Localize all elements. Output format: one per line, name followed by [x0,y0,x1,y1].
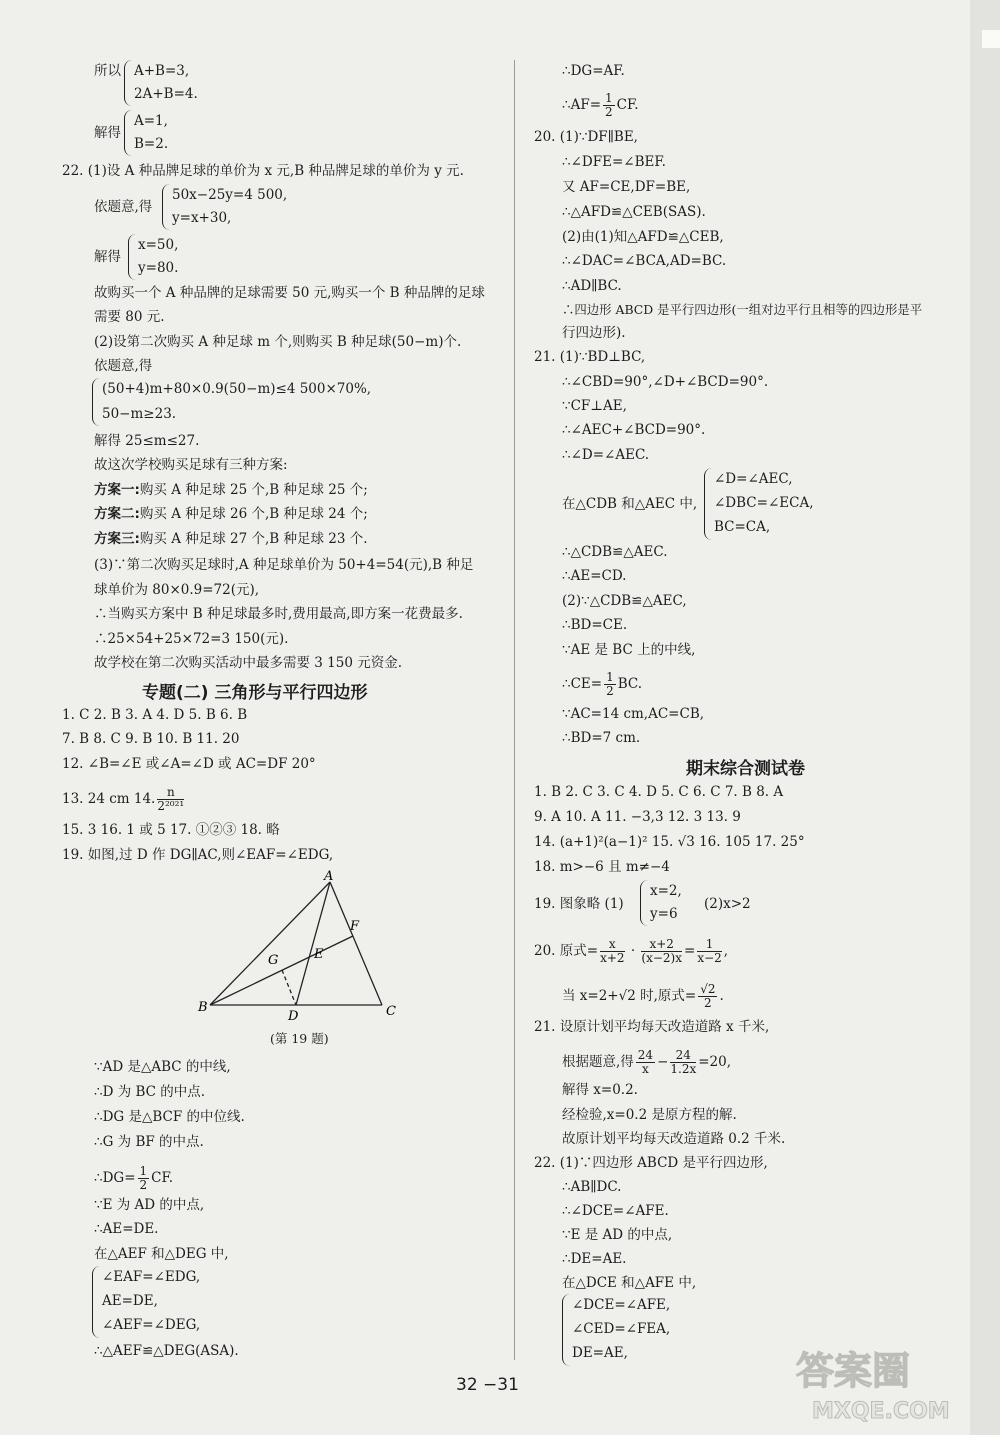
plan-label: 方案三: [94,531,140,547]
figure-caption: (第 19 题) [270,1031,329,1046]
text-line: ∵E 是 AD 的中点, [562,1227,673,1243]
numerator: n [157,786,184,800]
equation: 2A+B=4. [134,86,198,102]
text-line: ∴DG=AF. [562,63,625,79]
equation: y=6 [650,906,678,922]
equation-system [162,184,302,230]
text-line: ∴∠DCE=∠AFE. [562,1203,669,1219]
answer-line: 1. C 2. B 3. A 4. D 5. B 6. B [62,707,248,723]
inequality-system [92,378,392,426]
page-corner-mark [982,30,1000,48]
answer-line: 14. (a+1)²(a−1)² 15. √3 16. 105 17. 25° [534,834,805,850]
plan-text: 购买 A 种足球 25 个,B 种足球 25 个; [139,482,368,498]
fraction [604,671,616,698]
text-line: ∴25×54+25×72=3 150(元). [94,631,289,647]
fraction [157,786,184,813]
text-line: 依题意,得 [94,358,153,374]
condition: ∠DBC=∠ECA, [714,495,814,511]
denominator: x [642,1062,649,1076]
numerator: 1 [139,1164,148,1178]
text-line: 球单价为 80×0.9=72(元), [94,582,260,598]
condition: ∠D=∠AEC, [714,471,793,487]
condition: ∠CED=∠FEA, [572,1321,671,1337]
equation: x=50, [138,237,179,253]
answer-line: 1. B 2. C 3. C 4. D 5. C 6. C 7. B 8. A [534,784,784,800]
equation: 50x−25y=4 500, [172,187,288,203]
text: ∴DG= [94,1170,136,1186]
text-line: 在△DCE 和△AFE 中, [562,1275,697,1291]
page-number: 32 −31 [456,1375,519,1395]
text-line: ∴D 为 BC 的中点. [94,1084,206,1100]
text-line: ∴△AFD≌△CEB(SAS). [562,204,706,220]
text-line: 故学校在第二次购买活动中最多需要 3 150 元资金. [94,655,403,671]
label-B: B [198,1000,208,1015]
equation: B=2. [134,136,169,152]
text-line: 22. (1)∵四边形 ABCD 是平行四边形, [534,1155,768,1171]
congruence-conditions [704,468,834,540]
text-line: 21. 设原计划平均每天改造道路 x 千米, [534,1019,770,1035]
text-line: 解得 25≤m≤27. [94,433,200,449]
text-line: (3)∵第二次购买足球时,A 种足球单价为 50+4=54(元),B 种足 [94,557,474,573]
text-line: (2)设第二次购买 A 种足球 m 个,则购买 B 种足球(50−m)个. [94,334,462,350]
equation: A+B=3, [134,63,190,79]
label-C: C [386,1004,396,1019]
text-line: ∴AE=DE. [94,1221,159,1237]
denominator: 2²⁰²¹ [157,799,185,813]
label-D: D [288,1009,299,1023]
plan-label: 方案一: [94,482,140,498]
text-line: 当 x=2+√2 时,原式= $\frac{√2}{2}$ . [562,982,724,1010]
condition: BC=CA, [714,519,771,535]
condition: ∠EAF=∠EDG, [102,1269,201,1285]
fraction [138,1165,150,1192]
equation-system [124,60,204,106]
watermark-bottom: MXQE.COM [812,1399,950,1424]
text-line: 故购买一个 A 种品牌的足球需要 50 元,购买一个 B 种品牌的足球 [94,285,485,301]
page-edge [970,0,1000,1435]
text-line: ∵AD 是△ABC 的中线, [94,1059,231,1075]
answer-line: 9. A 10. A 11. −3,3 12. 3 13. 9 [534,809,741,825]
text-line: ∴△AEF≌△DEG(ASA). [94,1343,239,1359]
text-line: ∴DE=AE. [562,1251,627,1267]
section-heading: 专题(二) 三角形与平行四边形 [142,683,368,703]
text-line: 在△AEF 和△DEG 中, [94,1246,229,1262]
denominator: 2 [605,105,613,119]
text: BC. [617,676,643,692]
numerator: 1 [697,938,721,952]
condition: ∠AEF=∠DEG, [102,1317,201,1333]
fraction [697,938,721,965]
text-line: 20. (1)∵DF∥BE, [534,129,638,145]
text-line: 20. 原式= $\frac{x}{x+2}$ · $\frac{x+2}{(x-2)x}$ = $\frac{1}{x-2}$ , [534,937,729,965]
text: 根据题意,得 [562,1054,634,1070]
condition: AE=DE, [102,1293,158,1309]
denominator: x−2 [697,951,722,965]
text-line: ∴∠AEC+∠BCD=90°. [562,422,706,438]
text-line [94,1165,173,1192]
text-line: ∴G 为 BF 的中点. [94,1134,204,1150]
text-line: 需要 80 元. [94,309,165,325]
column-divider [514,60,515,1360]
answer-line: 15. 3 16. 1 或 5 17. ①②③ 18. 略 [62,822,280,838]
numerator: x [600,938,624,952]
answer-line: 12. ∠B=∠E 或∠A=∠D 或 AC=DF 20° [62,756,316,772]
fraction [641,938,682,965]
answer-line [62,786,186,813]
text-line: ∴△CDB≌△AEC. [562,544,668,560]
denominator: 2 [704,996,712,1010]
answer-line: (2)x>2 [704,896,751,912]
denominator: x+2 [600,951,625,965]
denominator: (x−2)x [641,951,683,965]
numerator: √2 [700,982,716,996]
fraction [636,1049,655,1076]
label-G: G [268,953,279,968]
congruence-conditions [562,1294,692,1366]
text-line: ∴DG 是△BCF 的中位线. [94,1109,245,1125]
text-line: 又 AF=CE,DF=BE, [562,179,691,195]
text-line: 所以 [94,63,121,79]
equation: y=80. [138,260,179,276]
text-line: 22. (1)设 A 种品牌足球的单价为 x 元,B 种品牌足球的单价为 y 元. [62,163,464,179]
numerator: x+2 [641,938,682,952]
equation: x=2, [650,883,682,899]
text-line: 根据题意,得 $\frac{24}{x}$ − $\frac{24}{1.2x}$ =20, [562,1048,732,1076]
watermark-logo [782,1338,982,1430]
equation: y=x+30, [172,210,232,226]
solution-system [640,880,690,926]
plan-line [94,530,368,548]
plan-text: 购买 A 种足球 27 个,B 种足球 23 个. [139,531,368,547]
fraction [698,983,717,1010]
answer-text: 13. 24 cm 14. [62,791,156,807]
text-line [562,671,642,698]
numerator: 24 [637,1048,654,1062]
text-line: 依题意,得 [94,199,153,215]
text: 当 x=2+√2 时,原式= [562,988,697,1004]
plan-line [94,481,368,499]
text: ∴CE= [562,676,603,692]
answer-line: 19. 如图,过 D 作 DG∥AC,则∠EAF=∠EDG, [62,847,334,863]
label-E: E [314,947,324,962]
text-line: 经检验,x=0.2 是原方程的解. [562,1107,737,1123]
plan-label: 方案二: [94,506,140,522]
text-line: 故这次学校购买足球有三种方案: [94,457,288,473]
text: =20, [698,1054,732,1070]
congruence-conditions [92,1266,222,1338]
label-F: F [350,919,360,934]
text-line: 解得 [94,249,121,265]
section-heading: 期末综合测试卷 [686,759,805,779]
text-line: ∴当购买方案中 B 种足球最多时,费用最高,即方案一花费最多. [94,606,463,622]
text-line: ∴四边形 ABCD 是平行四边形(一组对边平行且相等的四边形是平 [562,302,923,317]
text-line: ∴AE=CD. [562,568,627,584]
text-line: ∵AC=14 cm,AC=CB, [562,706,705,722]
text-line: 解得 x=0.2. [562,1082,638,1098]
numerator: 1 [606,670,614,684]
triangle-figure [190,868,410,1023]
text-line: 解得 [94,125,121,141]
numerator: 1 [605,91,613,105]
inequality: (50+4)m+80×0.9(50−m)≤4 500×70%, [102,381,372,397]
text-line: 行四边形). [562,325,626,341]
text-line: ∴∠DFE=∠BEF. [562,154,666,170]
text-line [562,92,639,119]
fraction [600,938,624,965]
text-line: ∴BD=7 cm. [562,730,641,746]
answer-line: 18. m>−6 且 m≠−4 [534,859,670,875]
watermark-top: 答案圈 [796,1349,911,1393]
text-line: 故原计划平均每天改造道路 0.2 千米. [562,1131,786,1147]
text: 20. 原式= [534,943,599,959]
answer-line: 7. B 8. C 9. B 10. B 11. 20 [62,731,240,747]
denominator: 2 [139,1178,148,1192]
text-line: ∴∠DAC=∠BCA,AD=BC. [562,253,727,269]
text-line: 21. (1)∵BD⊥BC, [534,349,646,365]
plan-text: 购买 A 种足球 26 个,B 种足球 24 个; [139,506,368,522]
text: CF. [151,1170,174,1186]
condition: DE=AE, [572,1345,628,1361]
text: ∴AF= [562,97,602,113]
text-line: (2)由(1)知△AFD≌△CEB, [562,229,724,245]
denominator: 2 [606,684,614,698]
text-line: ∵AE 是 BC 上的中线, [562,642,696,658]
numerator: 24 [670,1049,696,1063]
text-line: ∴AB∥DC. [562,1179,622,1195]
label-A: A [324,869,334,884]
plan-line [94,505,368,523]
text-line: ∵CF⊥AE, [562,398,627,414]
text-line: ∵E 为 AD 的中点, [94,1197,205,1213]
denominator: 1.2x [670,1062,697,1076]
equation-system [128,234,198,280]
answer-line: 19. 图象略 (1) [534,896,624,912]
text-line: ∴∠CBD=90°,∠D+∠BCD=90°. [562,374,769,390]
text-line: 在△CDB 和△AEC 中, [562,496,698,512]
equation-system [124,110,184,156]
text: CF. [616,97,639,113]
equation: A=1, [134,113,168,129]
text-line: ∴AD∥BC. [562,278,622,294]
inequality: 50−m≥23. [102,406,177,422]
text-line: ∴BD=CE. [562,617,628,633]
fraction [603,92,615,119]
condition: ∠DCE=∠AFE, [572,1297,671,1313]
fraction [670,1049,696,1076]
text-line: (2)∵△CDB≌△AEC, [562,593,687,609]
text-line: ∴∠D=∠AEC. [562,447,650,463]
